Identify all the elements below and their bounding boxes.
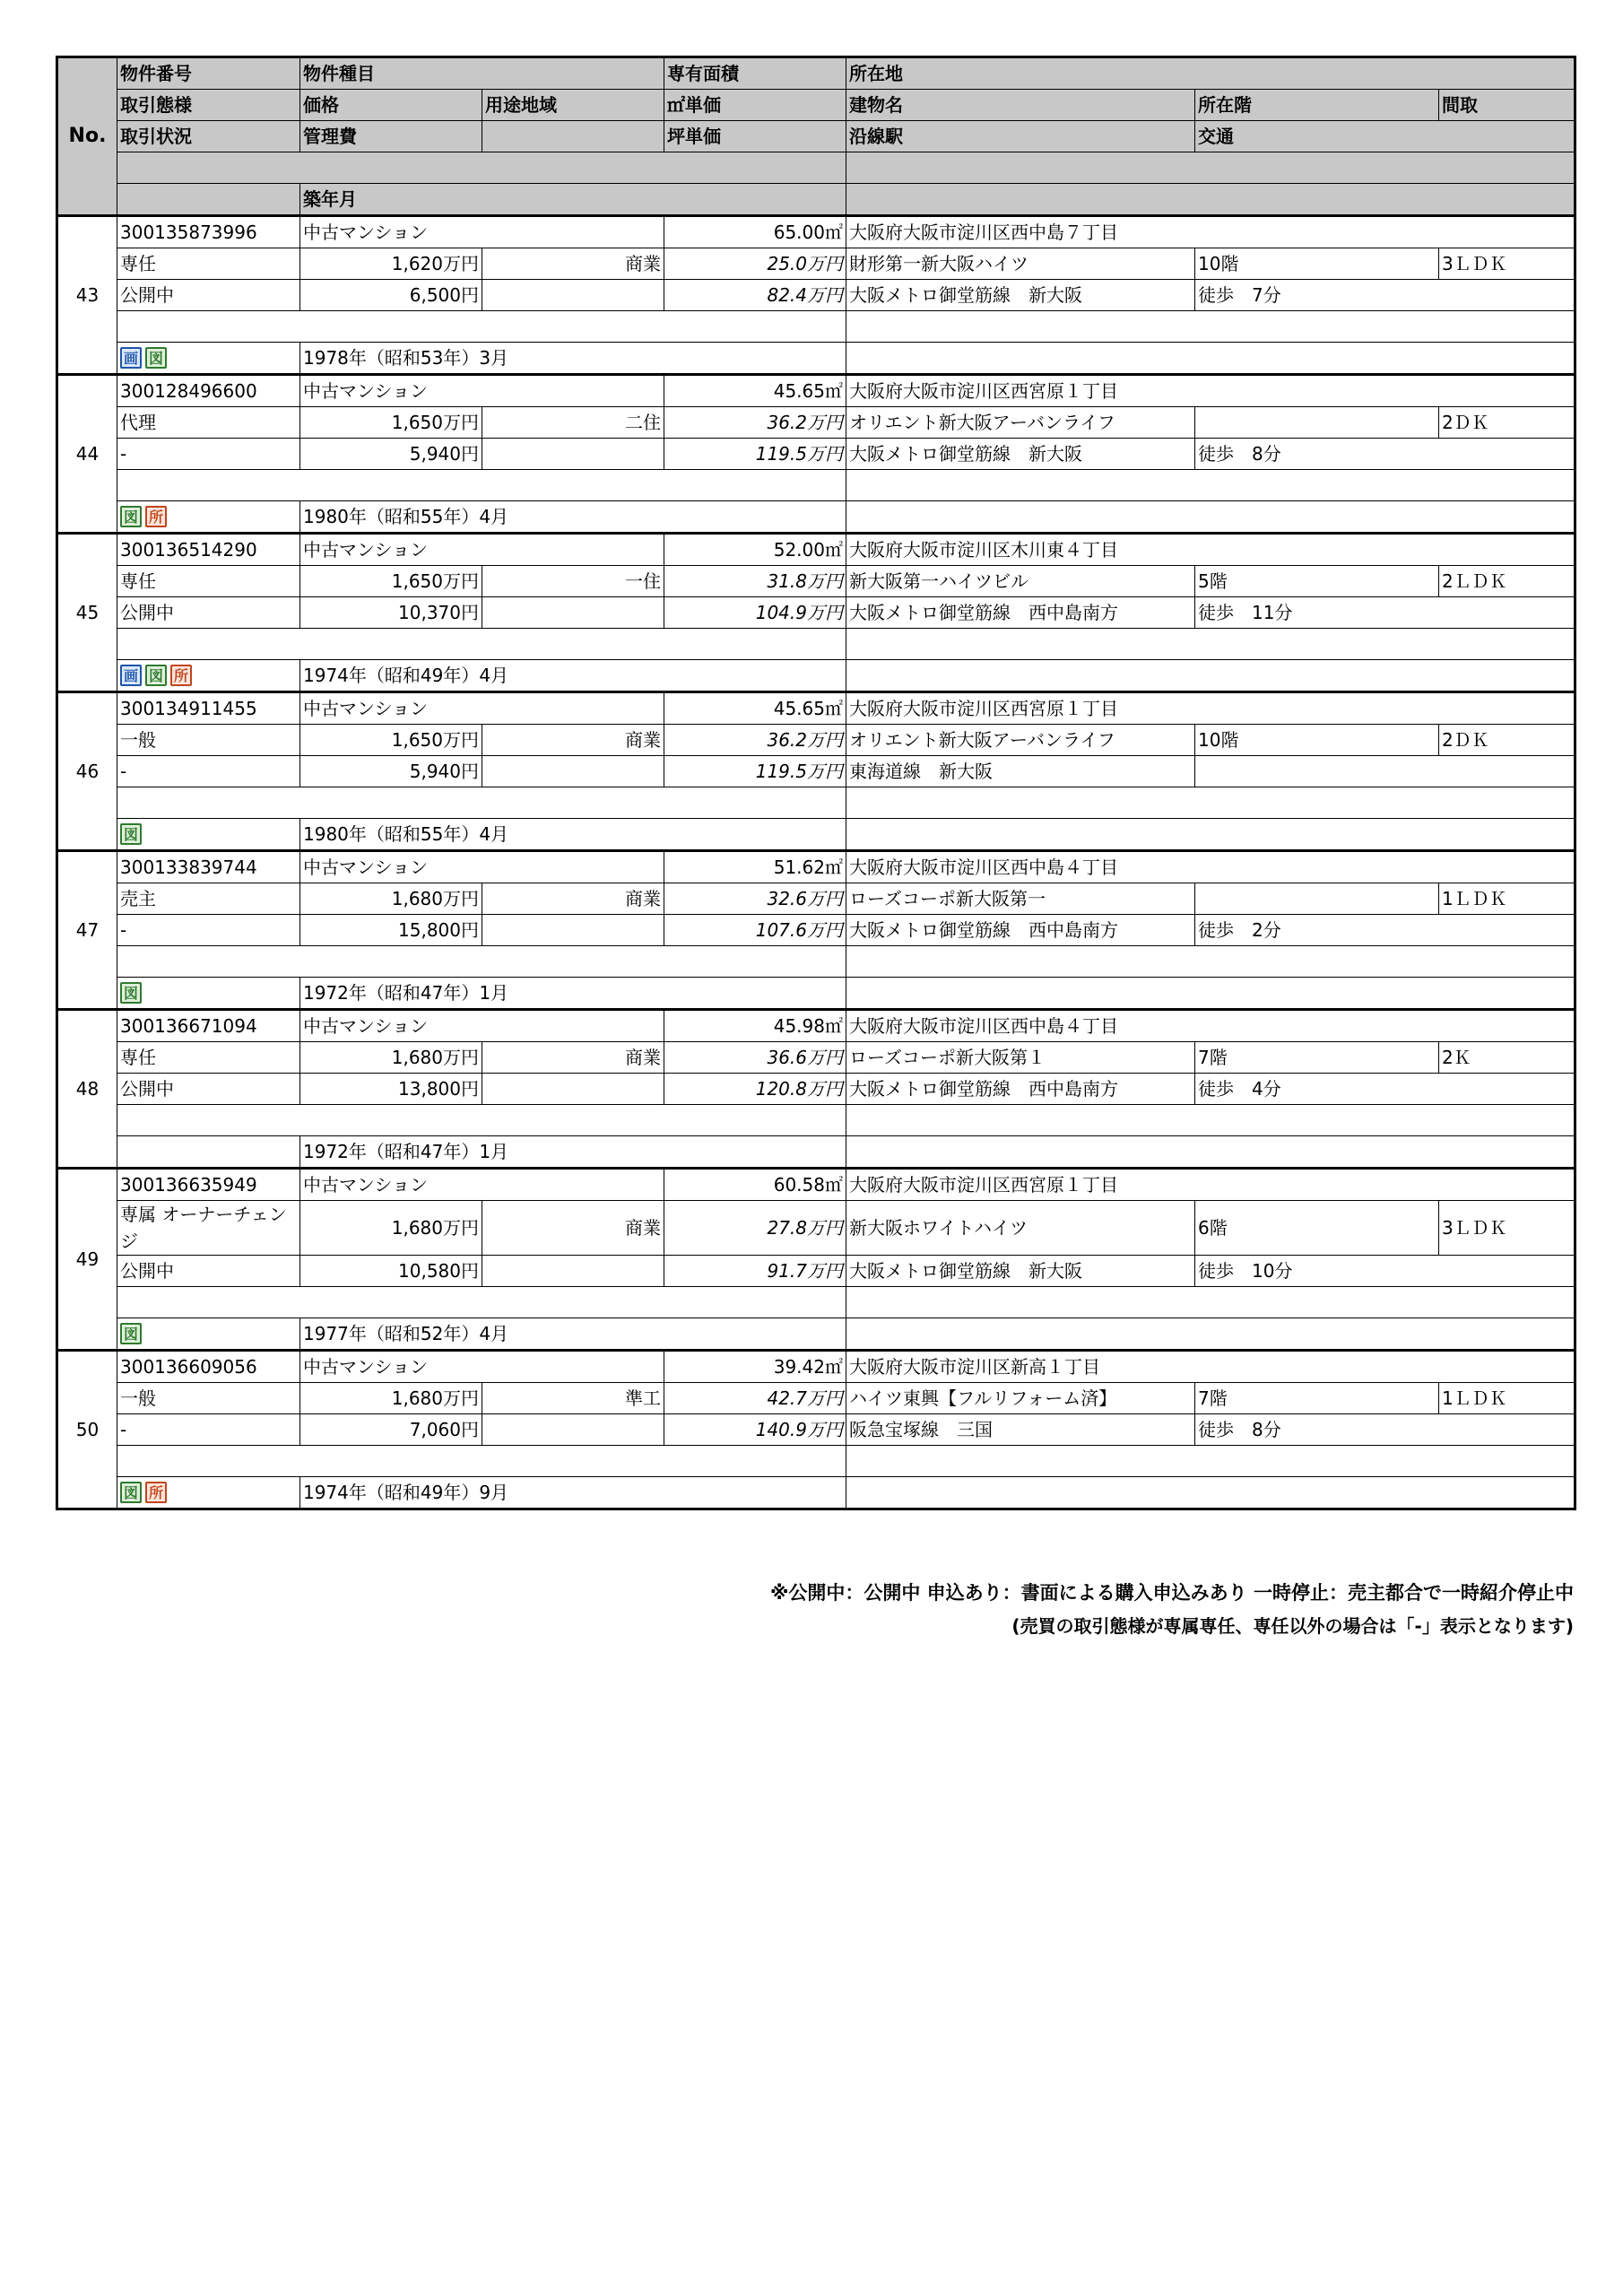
station: 東海道線 新大阪: [846, 756, 1195, 787]
table-row: [57, 1351, 1575, 1383]
zoning: 商業: [482, 883, 664, 915]
blank-row: [117, 787, 846, 819]
management-fee: 5,940円: [300, 439, 482, 470]
station: 大阪メトロ御堂筋線 西中島南方: [846, 915, 1195, 946]
table-row: [57, 1105, 1575, 1136]
property-type: 中古マンション: [300, 1351, 664, 1383]
header-floor: 所在階: [1195, 90, 1439, 121]
table-row: [57, 1201, 1575, 1256]
table-row: [57, 1477, 1575, 1509]
blank-row-right: [846, 629, 1575, 660]
management-fee: 13,800円: [300, 1074, 482, 1105]
address: 大阪府大阪市淀川区新高１丁目: [846, 1351, 1575, 1383]
building-name: オリエント新大阪アーバンライフ: [846, 407, 1195, 439]
floor: [1195, 883, 1439, 915]
table-row: [57, 1383, 1575, 1414]
table-row: [57, 1136, 1575, 1169]
floor-area: 45.98㎡: [664, 1010, 846, 1042]
building-name: ハイツ東興【フルリフォーム済】: [846, 1383, 1195, 1414]
price: 1,650万円: [300, 407, 482, 439]
deal-type: 専属 オーナーチェンジ: [117, 1201, 300, 1256]
row-number: 43: [57, 216, 117, 375]
floor: 10階: [1195, 725, 1439, 756]
listing-item: [57, 1169, 1575, 1351]
blank-cell: [482, 280, 664, 311]
icon-group: [120, 665, 297, 686]
deal-status: -: [117, 1414, 300, 1446]
address: 大阪府大阪市淀川区西宮原１丁目: [846, 1169, 1575, 1201]
management-fee: 10,370円: [300, 597, 482, 629]
management-fee: 15,800円: [300, 915, 482, 946]
header-property-id: 物件番号: [117, 57, 300, 90]
photo-icon[interactable]: 画: [120, 347, 142, 369]
zoning: 商業: [482, 725, 664, 756]
sqm-price: 36.2万円: [664, 407, 846, 439]
address: 大阪府大阪市淀川区木川東４丁目: [846, 534, 1575, 566]
header-price: 価格: [300, 90, 482, 121]
location-icon[interactable]: 所: [145, 506, 167, 527]
header-deal-type: 取引態様: [117, 90, 300, 121]
table-row: [57, 692, 1575, 725]
floor: 6階: [1195, 1201, 1439, 1256]
blank-right: [846, 343, 1575, 375]
icon-group: [120, 347, 297, 369]
row-number: 46: [57, 692, 117, 851]
blank-row-right: [846, 1105, 1575, 1136]
property-id: 300134911455: [117, 692, 300, 725]
built-date: 1974年（昭和49年）4月: [300, 660, 846, 692]
listing-item: [57, 534, 1575, 692]
blank-cell: [482, 597, 664, 629]
access: 徒歩 4分: [1195, 1074, 1575, 1105]
icon-cell: [117, 1136, 300, 1169]
blank-right: [846, 501, 1575, 534]
tsubo-price: 140.9万円: [664, 1414, 846, 1446]
property-type: 中古マンション: [300, 534, 664, 566]
blank-right: [846, 660, 1575, 692]
sqm-price: 42.7万円: [664, 1383, 846, 1414]
management-fee: 10,580円: [300, 1256, 482, 1287]
header-station: 沿線駅: [846, 121, 1195, 152]
header-zoning: 用途地域: [482, 90, 664, 121]
location-icon[interactable]: 所: [145, 1482, 167, 1503]
table-row: [57, 1318, 1575, 1351]
table-row: [57, 280, 1575, 311]
management-fee: 5,940円: [300, 756, 482, 787]
icon-group: [120, 823, 297, 845]
built-date: 1977年（昭和52年）4月: [300, 1318, 846, 1351]
building-name: 財形第一新大阪ハイツ: [846, 248, 1195, 280]
icon-cell: [117, 1477, 300, 1509]
price: 1,620万円: [300, 248, 482, 280]
table-row: [57, 439, 1575, 470]
station: 大阪メトロ御堂筋線 新大阪: [846, 439, 1195, 470]
table-row: [57, 248, 1575, 280]
header-access: 交通: [1195, 121, 1575, 152]
tsubo-price: 107.6万円: [664, 915, 846, 946]
property-type: 中古マンション: [300, 1169, 664, 1201]
zoning: 商業: [482, 1042, 664, 1074]
deal-type: 代理: [117, 407, 300, 439]
blank-row: [117, 629, 846, 660]
deal-status: 公開中: [117, 1256, 300, 1287]
sqm-price: 36.2万円: [664, 725, 846, 756]
tsubo-price: 119.5万円: [664, 439, 846, 470]
deal-status: 公開中: [117, 597, 300, 629]
deal-status: -: [117, 756, 300, 787]
blank-row-right: [846, 787, 1575, 819]
floorplan-icon[interactable]: 図: [120, 506, 142, 527]
layout: 1ＬＤＫ: [1439, 883, 1575, 915]
listing-sheet: [56, 56, 1574, 1510]
address: 大阪府大阪市淀川区西中島７丁目: [846, 216, 1575, 248]
tsubo-price: 91.7万円: [664, 1256, 846, 1287]
price: 1,650万円: [300, 566, 482, 597]
header-built-date: 築年月: [300, 184, 846, 216]
price: 1,680万円: [300, 1201, 482, 1256]
property-type: 中古マンション: [300, 851, 664, 883]
zoning: 準工: [482, 1383, 664, 1414]
deal-type: 専任: [117, 1042, 300, 1074]
building-name: ローズコーポ新大阪第一: [846, 883, 1195, 915]
price: 1,680万円: [300, 1383, 482, 1414]
station: 大阪メトロ御堂筋線 西中島南方: [846, 1074, 1195, 1105]
blank-row: [117, 946, 846, 978]
access: 徒歩 10分: [1195, 1256, 1575, 1287]
blank-right: [846, 978, 1575, 1010]
property-id: 300136671094: [117, 1010, 300, 1042]
layout: 2ＬＤＫ: [1439, 566, 1575, 597]
station: 大阪メトロ御堂筋線 新大阪: [846, 1256, 1195, 1287]
icon-cell: [117, 1318, 300, 1351]
address: 大阪府大阪市淀川区西中島４丁目: [846, 851, 1575, 883]
blank-right: [846, 819, 1575, 851]
price: 1,650万円: [300, 725, 482, 756]
header-tsubo-price: 坪単価: [664, 121, 846, 152]
property-id: 300133839744: [117, 851, 300, 883]
table-header: [57, 57, 1575, 216]
header-deal-status: 取引状況: [117, 121, 300, 152]
layout: 2ＤＫ: [1439, 407, 1575, 439]
header-blank-icons: [117, 184, 300, 216]
icon-cell: [117, 819, 300, 851]
table-row: [57, 407, 1575, 439]
sqm-price: 25.0万円: [664, 248, 846, 280]
price: 1,680万円: [300, 883, 482, 915]
icon-cell: [117, 978, 300, 1010]
blank-row: [117, 470, 846, 501]
access: 徒歩 2分: [1195, 915, 1575, 946]
table-row: [57, 978, 1575, 1010]
layout: 2ＤＫ: [1439, 725, 1575, 756]
property-listing-table: [56, 56, 1576, 1510]
deal-status: -: [117, 915, 300, 946]
status-legend-note: ※公開中：公開中 申込あり：書面による購入申込みあり 一時停止：売主都合で一時紹介停止中: [769, 1582, 1574, 1604]
blank-row-right: [846, 1446, 1575, 1477]
table-row: [57, 756, 1575, 787]
table-row: [57, 1010, 1575, 1042]
layout: 2Ｋ: [1439, 1042, 1575, 1074]
tsubo-price: 82.4万円: [664, 280, 846, 311]
listing-item: [57, 692, 1575, 851]
floor-area: 45.65㎡: [664, 375, 846, 407]
station: 大阪メトロ御堂筋線 西中島南方: [846, 597, 1195, 629]
management-fee: 6,500円: [300, 280, 482, 311]
table-row: [57, 629, 1575, 660]
zoning: 二住: [482, 407, 664, 439]
tsubo-price: 119.5万円: [664, 756, 846, 787]
icon-group: [120, 1323, 297, 1344]
listing-item: [57, 1351, 1575, 1509]
deal-type-legend-note: (売買の取引態様が専属専任、専任以外の場合は「-」表示となります): [1011, 1615, 1574, 1637]
built-date: 1972年（昭和47年）1月: [300, 978, 846, 1010]
building-name: 新大阪第一ハイツビル: [846, 566, 1195, 597]
tsubo-price: 104.9万円: [664, 597, 846, 629]
table-row: [57, 216, 1575, 248]
blank-cell: [482, 1074, 664, 1105]
table-row: [57, 566, 1575, 597]
floor-area: 65.00㎡: [664, 216, 846, 248]
floorplan-icon[interactable]: 図: [120, 1482, 142, 1503]
header-blank-right: [846, 184, 1575, 216]
building-name: 新大阪ホワイトハイツ: [846, 1201, 1195, 1256]
table-row: [57, 1074, 1575, 1105]
blank-right: [846, 1136, 1575, 1169]
table-row: [57, 1414, 1575, 1446]
property-type: 中古マンション: [300, 216, 664, 248]
floor-area: 45.65㎡: [664, 692, 846, 725]
table-row: [57, 883, 1575, 915]
floor-area: 52.00㎡: [664, 534, 846, 566]
floor-area: 51.62㎡: [664, 851, 846, 883]
table-row: [57, 725, 1575, 756]
access: [1195, 756, 1575, 787]
deal-type: 売主: [117, 883, 300, 915]
zoning: 一住: [482, 566, 664, 597]
header-property-type: 物件種目: [300, 57, 664, 90]
station: 大阪メトロ御堂筋線 新大阪: [846, 280, 1195, 311]
header-blank-row: [117, 152, 846, 184]
floor: [1195, 407, 1439, 439]
header-sqm-price: ㎡単価: [664, 90, 846, 121]
deal-type: 一般: [117, 725, 300, 756]
deal-status: -: [117, 439, 300, 470]
blank-row-right: [846, 946, 1575, 978]
table-row: [57, 1287, 1575, 1318]
property-id: 300136609056: [117, 1351, 300, 1383]
table-row: [57, 819, 1575, 851]
blank-right: [846, 1318, 1575, 1351]
deal-status: 公開中: [117, 280, 300, 311]
blank-cell: [482, 1256, 664, 1287]
header-management-fee: 管理費: [300, 121, 482, 152]
table-row: [57, 470, 1575, 501]
blank-cell: [482, 915, 664, 946]
deal-status: 公開中: [117, 1074, 300, 1105]
property-id: 300128496600: [117, 375, 300, 407]
floor-area: 60.58㎡: [664, 1169, 846, 1201]
built-date: 1978年（昭和53年）3月: [300, 343, 846, 375]
floorplan-icon[interactable]: 図: [145, 347, 167, 369]
table-row: [57, 597, 1575, 629]
icon-cell: [117, 660, 300, 692]
icon-group: [120, 506, 297, 527]
floorplan-icon[interactable]: 図: [120, 823, 142, 845]
floor: 10階: [1195, 248, 1439, 280]
access: 徒歩 7分: [1195, 280, 1575, 311]
zoning: 商業: [482, 248, 664, 280]
layout: 3ＬＤＫ: [1439, 248, 1575, 280]
location-icon[interactable]: 所: [170, 665, 192, 686]
icon-group: [120, 1482, 297, 1503]
address: 大阪府大阪市淀川区西宮原１丁目: [846, 375, 1575, 407]
property-id: 300136635949: [117, 1169, 300, 1201]
listing-item: [57, 1010, 1575, 1169]
header-building-name: 建物名: [846, 90, 1195, 121]
sqm-price: 32.6万円: [664, 883, 846, 915]
property-id: 300136514290: [117, 534, 300, 566]
header-blank-row-right: [846, 152, 1575, 184]
table-row: [57, 534, 1575, 566]
listing-item: [57, 375, 1575, 534]
photo-icon[interactable]: 画: [120, 665, 142, 686]
table-row: [57, 343, 1575, 375]
row-number: 45: [57, 534, 117, 692]
table-row: [57, 501, 1575, 534]
price: 1,680万円: [300, 1042, 482, 1074]
floorplan-icon[interactable]: 図: [145, 665, 167, 686]
floor: 7階: [1195, 1042, 1439, 1074]
table-row: [57, 787, 1575, 819]
listing-item: [57, 216, 1575, 375]
header-address: 所在地: [846, 57, 1575, 90]
table-row: [57, 851, 1575, 883]
floorplan-icon[interactable]: 図: [120, 1323, 142, 1344]
built-date: 1980年（昭和55年）4月: [300, 501, 846, 534]
table-row: [57, 1446, 1575, 1477]
row-number: 47: [57, 851, 117, 1010]
header-layout: 間取: [1439, 90, 1575, 121]
sqm-price: 31.8万円: [664, 566, 846, 597]
blank-row: [117, 1287, 846, 1318]
zoning: 商業: [482, 1201, 664, 1256]
row-number: 49: [57, 1169, 117, 1351]
listing-item: [57, 851, 1575, 1010]
header-floor-area: 専有面積: [664, 57, 846, 90]
blank-cell: [482, 439, 664, 470]
built-date: 1972年（昭和47年）1月: [300, 1136, 846, 1169]
building-name: ローズコーポ新大阪第１: [846, 1042, 1195, 1074]
row-number: 44: [57, 375, 117, 534]
tsubo-price: 120.8万円: [664, 1074, 846, 1105]
blank-row-right: [846, 470, 1575, 501]
access: 徒歩 11分: [1195, 597, 1575, 629]
table-row: [57, 375, 1575, 407]
built-date: 1980年（昭和55年）4月: [300, 819, 846, 851]
blank-cell: [482, 756, 664, 787]
table-row: [57, 946, 1575, 978]
station: 阪急宝塚線 三国: [846, 1414, 1195, 1446]
sqm-price: 27.8万円: [664, 1201, 846, 1256]
blank-row: [117, 1105, 846, 1136]
table-row: [57, 1169, 1575, 1201]
property-type: 中古マンション: [300, 375, 664, 407]
layout: 3ＬＤＫ: [1439, 1201, 1575, 1256]
deal-type: 一般: [117, 1383, 300, 1414]
blank-row: [117, 1446, 846, 1477]
sqm-price: 36.6万円: [664, 1042, 846, 1074]
floor-area: 39.42㎡: [664, 1351, 846, 1383]
floor: 5階: [1195, 566, 1439, 597]
deal-type: 専任: [117, 248, 300, 280]
icon-cell: [117, 501, 300, 534]
access: 徒歩 8分: [1195, 439, 1575, 470]
blank-cell: [482, 1414, 664, 1446]
building-name: オリエント新大阪アーバンライフ: [846, 725, 1195, 756]
blank-right: [846, 1477, 1575, 1509]
table-row: [57, 660, 1575, 692]
icon-group: [120, 982, 297, 1004]
address: 大阪府大阪市淀川区西宮原１丁目: [846, 692, 1575, 725]
floorplan-icon[interactable]: 図: [120, 982, 142, 1004]
table-row: [57, 1042, 1575, 1074]
header-no: No.: [57, 57, 117, 216]
row-number: 50: [57, 1351, 117, 1509]
access: 徒歩 8分: [1195, 1414, 1575, 1446]
layout: 1ＬＤＫ: [1439, 1383, 1575, 1414]
address: 大阪府大阪市淀川区西中島４丁目: [846, 1010, 1575, 1042]
table-row: [57, 1256, 1575, 1287]
header-blank: [482, 121, 664, 152]
table-row: [57, 311, 1575, 343]
built-date: 1974年（昭和49年）9月: [300, 1477, 846, 1509]
property-id: 300135873996: [117, 216, 300, 248]
blank-row-right: [846, 311, 1575, 343]
blank-row: [117, 311, 846, 343]
property-type: 中古マンション: [300, 1010, 664, 1042]
table-row: [57, 915, 1575, 946]
icon-cell: [117, 343, 300, 375]
floor: 7階: [1195, 1383, 1439, 1414]
blank-row-right: [846, 1287, 1575, 1318]
row-number: 48: [57, 1010, 117, 1169]
property-type: 中古マンション: [300, 692, 664, 725]
deal-type: 専任: [117, 566, 300, 597]
management-fee: 7,060円: [300, 1414, 482, 1446]
